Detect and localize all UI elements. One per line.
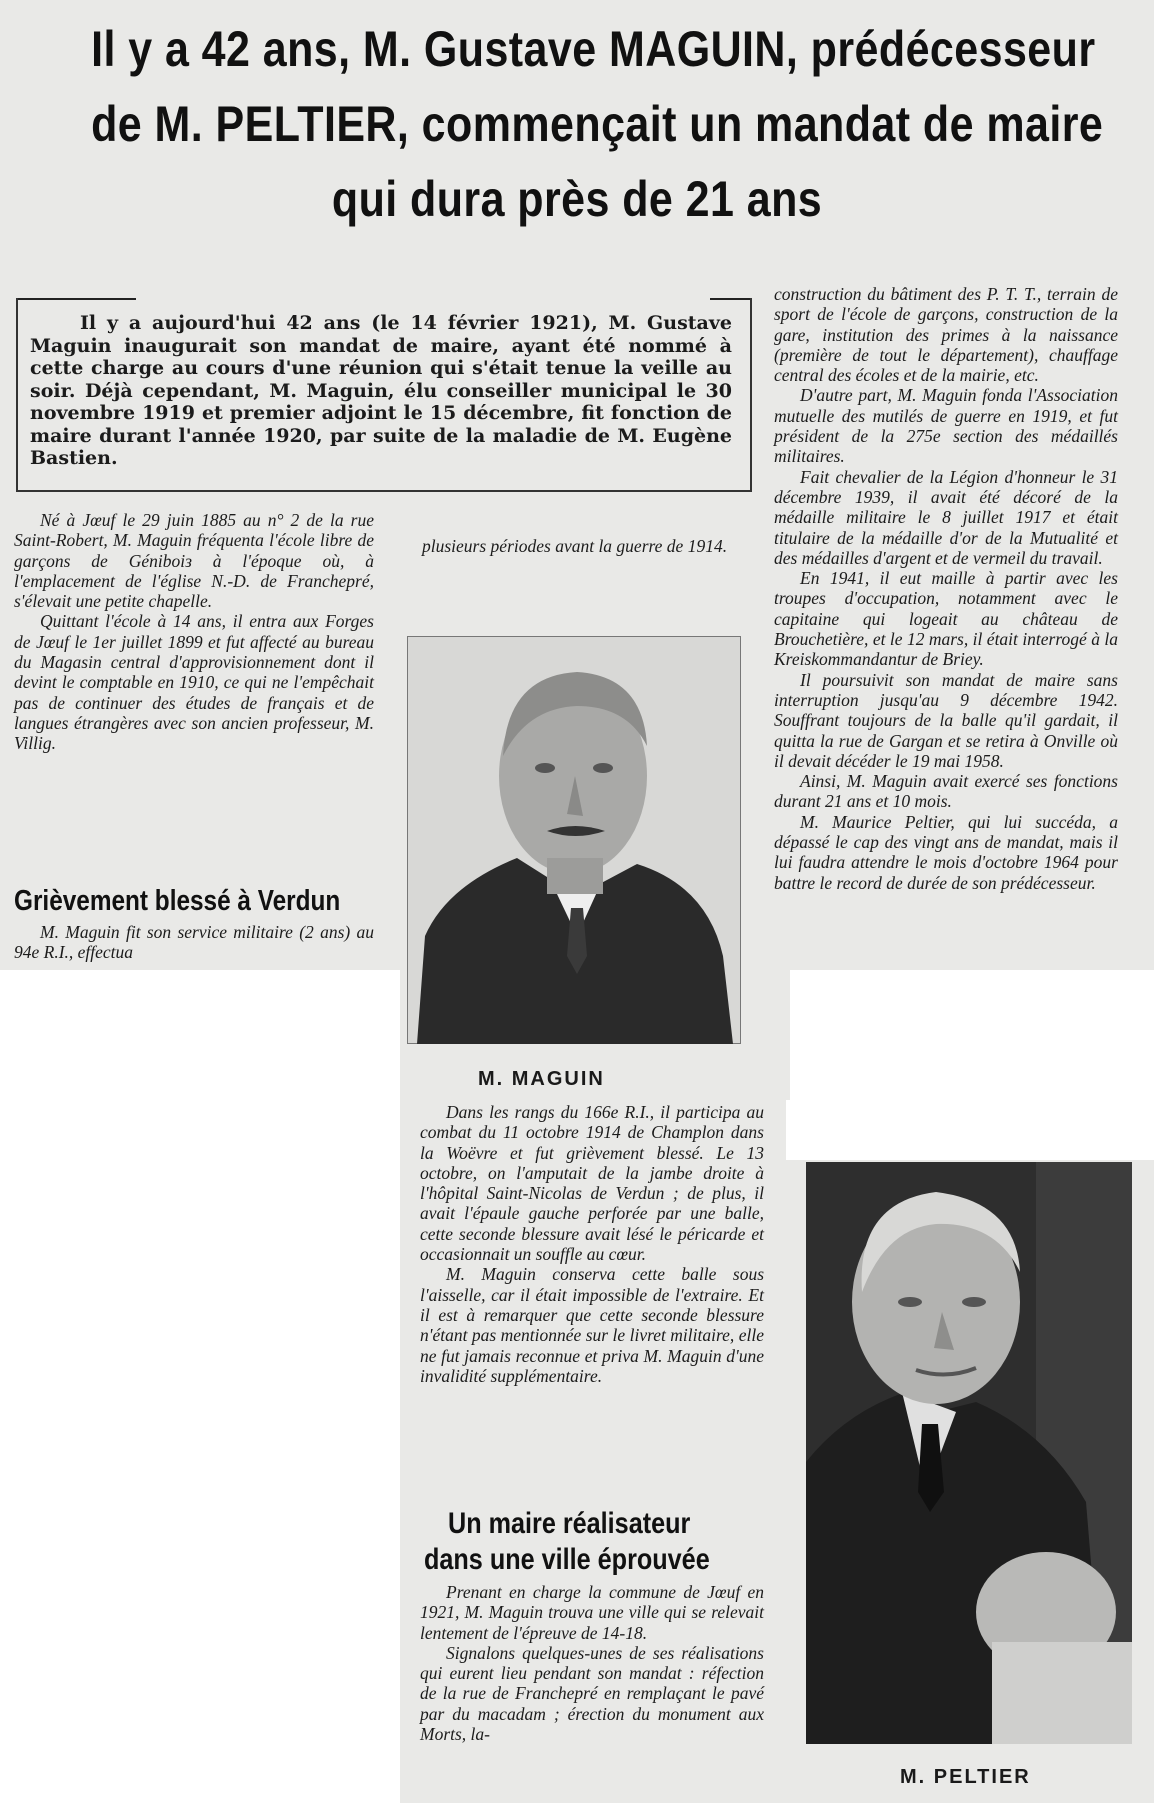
col1-paragraph-1: Né à Jœuf le 29 juin 1885 au n° 2 de la rue Saint-Robert, M. Maguin fréquenta l'école libre de garçons de Géniboiз à l'époque où, à l'emplacement de l'église N.-D. de Franchepré, s'élevait une petite chapelle. — [14, 510, 374, 612]
col2-paragraph-1: plusieurs périodes avant la guerre de 1914. — [422, 536, 728, 556]
blank-area-left — [0, 970, 400, 1803]
col2-paragraph-5: Signalons quelques-unes de ses réalisations qui eurent lieu pendant son mandat : réfection de la rue de Franchepré en remplaçant le pavé par du macadam ; érection du monument aux Morts, la- — [420, 1642, 764, 1745]
portrait-peltier-image — [806, 1162, 1132, 1744]
col1-paragraph-2: Quittant l'école à 14 ans, il entra aux Forges de Jœuf le 1er juillet 1899 et fut affecté au bureau du Magasin central d'approvisionnement dont il devint le comptable en 1910, ce qui ne l'empêchait pas de continuer des études de français et de langues étrangères avec son ancien professeur, M. Villig. — [14, 611, 374, 754]
intro-paragraph: Il y a aujourd'hui 42 ans (le 14 février 1921), M. Gustave Maguin inaugurait son mandat de maire, ayant été nommé à cette charge au cours d'une réunion qui s'était tenue la veille au soir. Déjà cependant, M. Maguin, élu conseiller municipal le 30 novembre 1919 et premier adjoint le 15 décembre, fit fonction de maire durant l'année 1920, par suite de la maladie de M. Eugène Bastien. — [30, 312, 732, 469]
col2-paragraph-2: Dans les rangs du 166e R.I., il participa au combat du 11 octobre 1914 de Champlon dans la Woëvre et fut grièvement blessé. Le 13 octobre, on l'amputait de la jambe droite à l'hôpital Saint-Nicolas de Verdun ; de plus, il avait l'épaule gauche perforée par une balle, cette seconde blessure avait lésé le péricarde et occasionnait un souffle au cœur. — [420, 1102, 764, 1265]
column-1-continued — [14, 922, 374, 963]
col3-paragraph-5: Il poursuivit son mandat de maire sans interruption jusqu'au 9 décembre 1942. Souffrant toujours de la balle qu'il gardait, il quitta la rue de Gargan et se retira à Onville où il devait décéder le 19 mai 1958. — [774, 669, 1118, 771]
col3-paragraph-4: En 1941, il eut maille à partir avec les troupes d'occupation, notamment avec le capitaine qui logeait au château de Brouchetière, et le 12 mars, il était interrogé à la Kreiskommandantur de Briey. — [774, 568, 1118, 670]
col3-paragraph-2: D'autre part, M. Maguin fonda l'Association mutuelle des mutilés de guerre en 1919, et fut président de la 275e section des médaillés militaires. — [774, 385, 1118, 467]
column-2-bottom — [420, 1582, 764, 1744]
photo-maguin — [407, 636, 741, 1044]
col2-paragraph-3: M. Maguin conserva cette balle sous l'aisselle, car il était impossible de l'extraire. Et il est à remarquer que cette seconde blessure n'étant pas mentionnée sur le livret militaire, elle ne fut jamais reconnue et priva M. Maguin d'une invalidité supplémentaire. — [420, 1264, 764, 1386]
col3-paragraph-6: Ainsi, M. Maguin avait exercé ses fonctions durant 21 ans et 10 mois. — [774, 771, 1118, 812]
subhead-maire-1: Un maire réalisateur — [448, 1507, 691, 1540]
col3-paragraph-1: construction du bâtiment des P. T. T., terrain de sport de l'école de garçons, construction de la gare, institution des primes à la naissance (première de tout le département), chauffage central des écoles et de la mairie, etc. — [774, 284, 1118, 386]
subhead-verdun: Grièvement blessé à Verdun — [14, 885, 341, 917]
column-3 — [774, 284, 1118, 893]
headline-line-2: de M. PELTIER, commençait un mandat de maire — [91, 96, 1104, 152]
headline — [91, 12, 1104, 237]
column-2-top — [396, 536, 758, 556]
col3-paragraph-7: M. Maurice Peltier, qui lui succéda, a dépassé le cap des vingt ans de mandat, mais il lui faudra attendre le mois d'octobre 1964 pour battre le record de durée de son prédécesseur. — [774, 811, 1118, 893]
col3-paragraph-3: Fait chevalier de la Légion d'honneur le 31 décembre 1939, il avait été décoré de la médaille militaire le 8 juillet 1917 et était titulaire de la médaille d'or de la Mutualité et des médailles d'argent et de vermeil du travail. — [774, 466, 1118, 568]
subhead-maire-2: dans une ville éprouvée — [424, 1543, 710, 1576]
column-2-body — [420, 1102, 764, 1386]
headline-line-3: qui dura près de 21 ans — [331, 171, 823, 227]
caption-maguin: M. MAGUIN — [478, 1068, 605, 1090]
photo-peltier — [806, 1162, 1132, 1744]
headline-line-1: Il y a 42 ans, M. Gustave MAGUIN, prédécesseur — [91, 21, 1096, 77]
col1-paragraph-3: M. Maguin fit son service militaire (2 ans) au 94e R.I., effectua — [14, 922, 374, 963]
column-1 — [14, 510, 374, 754]
blank-area-gap — [786, 1100, 806, 1160]
portrait-maguin-image — [407, 636, 741, 1044]
caption-peltier: M. PELTIER — [900, 1766, 1031, 1788]
col2-paragraph-4: Prenant en charge la commune de Jœuf en 1921, M. Maguin trouva une ville qui se relevait lentement de l'épreuve de 14-18. — [420, 1582, 764, 1643]
